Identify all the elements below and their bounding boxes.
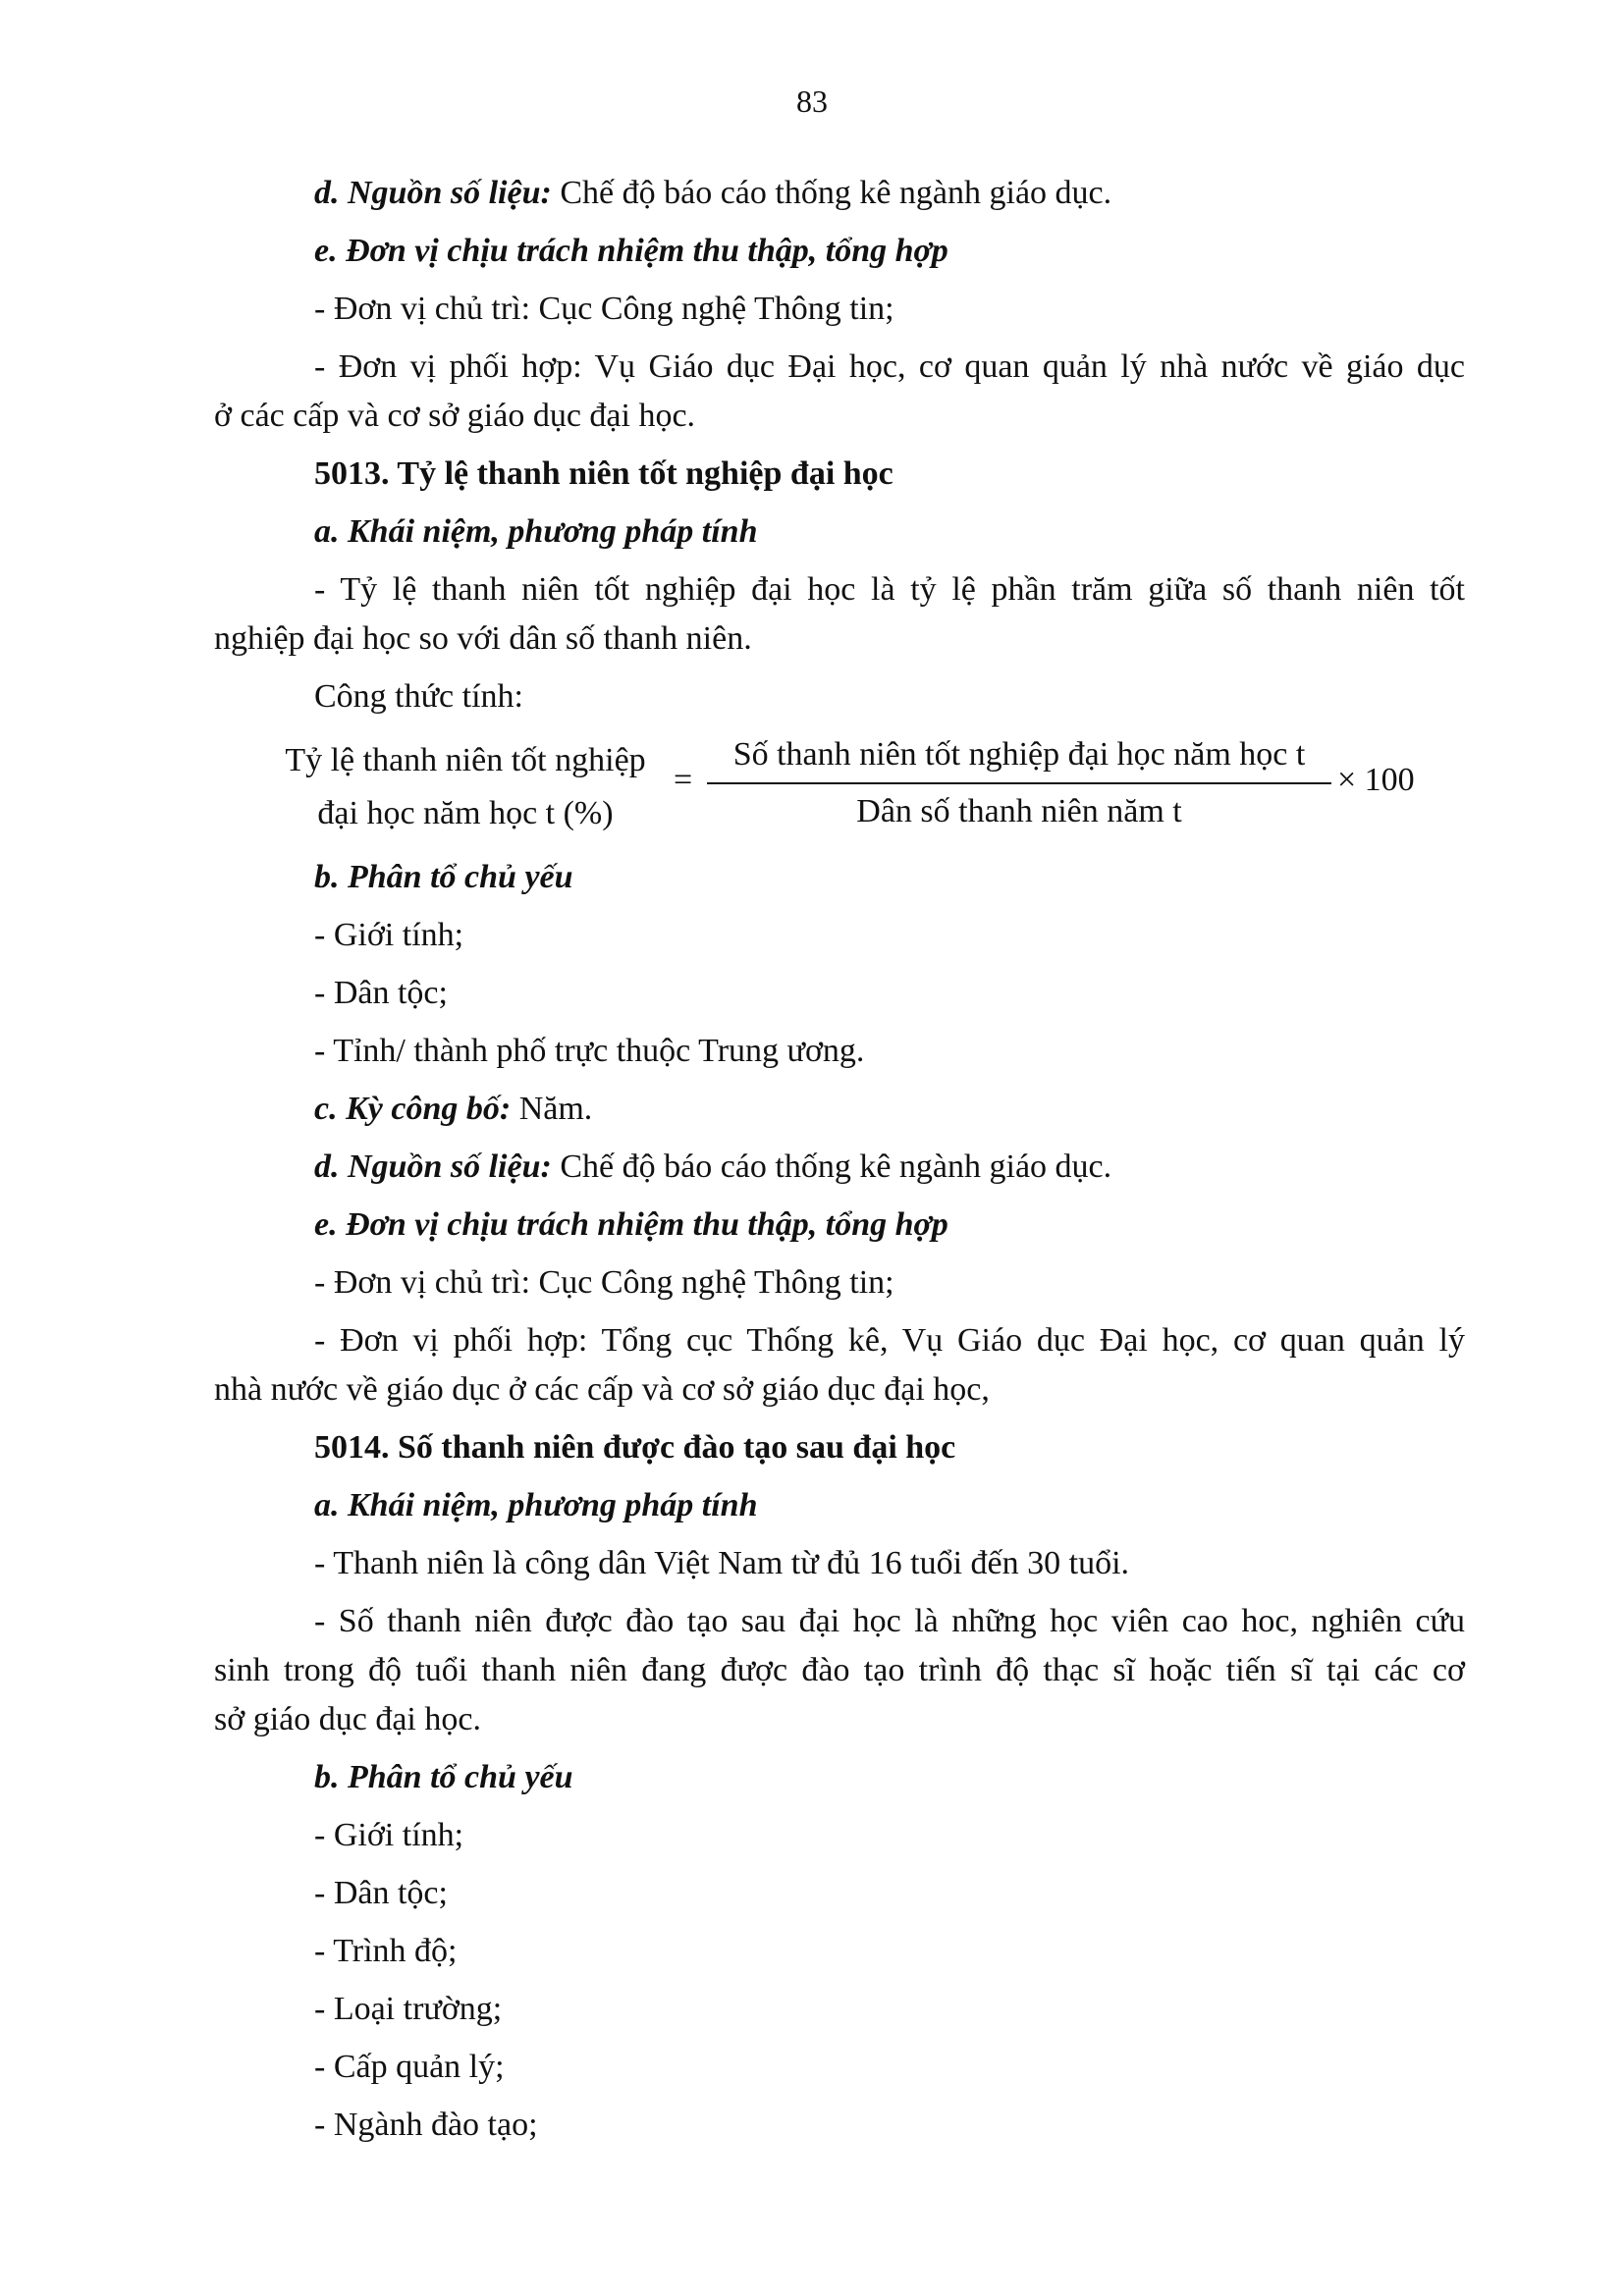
section-5013-concept-line1: - Tỷ lệ thanh niên tốt nghiệp đại học là tỷ lệ phần trăm giữa số thanh niên tốt [314, 571, 1465, 608]
section-5014-breakdown-item: - Cấp quản lý; [314, 2049, 505, 2085]
prev-source-text: Chế độ báo cáo thống kê ngành giáo dục. [551, 175, 1112, 211]
formula-denominator: Dân số thanh niên năm t [856, 793, 1182, 829]
prev-responsible-heading: e. Đơn vị chịu trách nhiệm thu thập, tổng hợp [314, 233, 948, 269]
section-5013-period-line [214, 1085, 1465, 1134]
formula-label: Công thức tính: [314, 678, 523, 715]
section-5013-responsible-partners [214, 1316, 1465, 1415]
formula-fraction-bar [707, 782, 1331, 784]
section-5014-concept-line2: sinh trong độ tuổi thanh niên đang được đào tạo trình độ thạc sĩ hoặc tiến sĩ tại các cơ [214, 1652, 1465, 1688]
section-5013-responsible-lead: - Đơn vị chủ trì: Cục Công nghệ Thông tin; [314, 1264, 894, 1301]
formula-multiplier: × 100 [1337, 762, 1415, 798]
section-5014-breakdown-heading: b. Phân tổ chủ yếu [314, 1759, 573, 1795]
document-body [214, 169, 1465, 2159]
section-5014-concept-heading: a. Khái niệm, phương pháp tính [314, 1487, 758, 1523]
section-5013-concept-text [214, 565, 1465, 664]
prev-source-line [214, 169, 1465, 218]
section-5013-concept-heading: a. Khái niệm, phương pháp tính [314, 513, 758, 550]
section-5013-source-text: Chế độ báo cáo thống kê ngành giáo dục. [551, 1148, 1112, 1185]
section-5014-concept-item2 [214, 1597, 1465, 1744]
formula [214, 730, 1465, 844]
formula-equals: = [674, 762, 693, 798]
section-5013-partners-line1: - Đơn vị phối hợp: Tổng cục Thống kê, Vụ Giáo dục Đại học, cơ quan quản lý [314, 1322, 1465, 1359]
section-5014-concept-line3: sở giáo dục đại học. [214, 1701, 481, 1737]
formula-lhs-line2: đại học năm học t (%) [317, 795, 614, 831]
section-5014-breakdown-item: - Loại trường; [314, 1991, 503, 2027]
section-5013-source-line [214, 1143, 1465, 1192]
formula-lhs [259, 734, 672, 840]
page-number: 83 [796, 83, 828, 119]
section-5013-source-label: d. Nguồn số liệu: [314, 1148, 552, 1185]
section-5013-partners-line2: nhà nước về giáo dục ở các cấp và cơ sở giáo dục đại học, [214, 1371, 990, 1408]
section-5014-breakdown-item: - Trình độ; [314, 1933, 458, 1969]
prev-responsible-partners [214, 343, 1465, 441]
section-5013-breakdown-item: - Giới tính; [314, 917, 464, 953]
formula-lhs-line1: Tỷ lệ thanh niên tốt nghiệp [285, 742, 646, 778]
section-5014-breakdown-item: - Giới tính; [314, 1817, 464, 1853]
section-5013-concept-line2: nghiệp đại học so với dân số thanh niên. [214, 620, 752, 657]
section-5013-responsible-heading: e. Đơn vị chịu trách nhiệm thu thập, tổng hợp [314, 1206, 948, 1243]
section-5014-concept-item1: - Thanh niên là công dân Việt Nam từ đủ 16 tuổi đến 30 tuổi. [314, 1545, 1130, 1581]
section-5013-period-text: Năm. [511, 1091, 593, 1127]
prev-source-label: d. Nguồn số liệu: [314, 175, 552, 211]
section-5013-title: 5013. Tỷ lệ thanh niên tốt nghiệp đại học [314, 455, 893, 492]
section-5014-concept-line1: - Số thanh niên được đào tạo sau đại học là những học viên cao hoc, nghiên cứu [314, 1603, 1465, 1639]
section-5013-breakdown-item: - Dân tộc; [314, 975, 448, 1011]
prev-partners-line1: - Đơn vị phối hợp: Vụ Giáo dục Đại học, cơ quan quản lý nhà nước về giáo dục [314, 348, 1465, 385]
section-5014-title: 5014. Số thanh niên được đào tạo sau đại học [314, 1429, 956, 1466]
prev-responsible-lead: - Đơn vị chủ trì: Cục Công nghệ Thông tin; [314, 291, 894, 327]
section-5013-period-label: c. Kỳ công bố: [314, 1091, 512, 1127]
section-5014-breakdown-item: - Ngành đào tạo; [314, 2107, 538, 2143]
formula-numerator: Số thanh niên tốt nghiệp đại học năm học t [732, 736, 1306, 773]
section-5014-breakdown-item: - Dân tộc; [314, 1875, 448, 1911]
section-5013-breakdown-item: - Tỉnh/ thành phố trực thuộc Trung ương. [314, 1033, 865, 1069]
section-5013-breakdown-heading: b. Phân tổ chủ yếu [314, 859, 573, 895]
prev-partners-line2: ở các cấp và cơ sở giáo dục đại học. [214, 398, 696, 434]
